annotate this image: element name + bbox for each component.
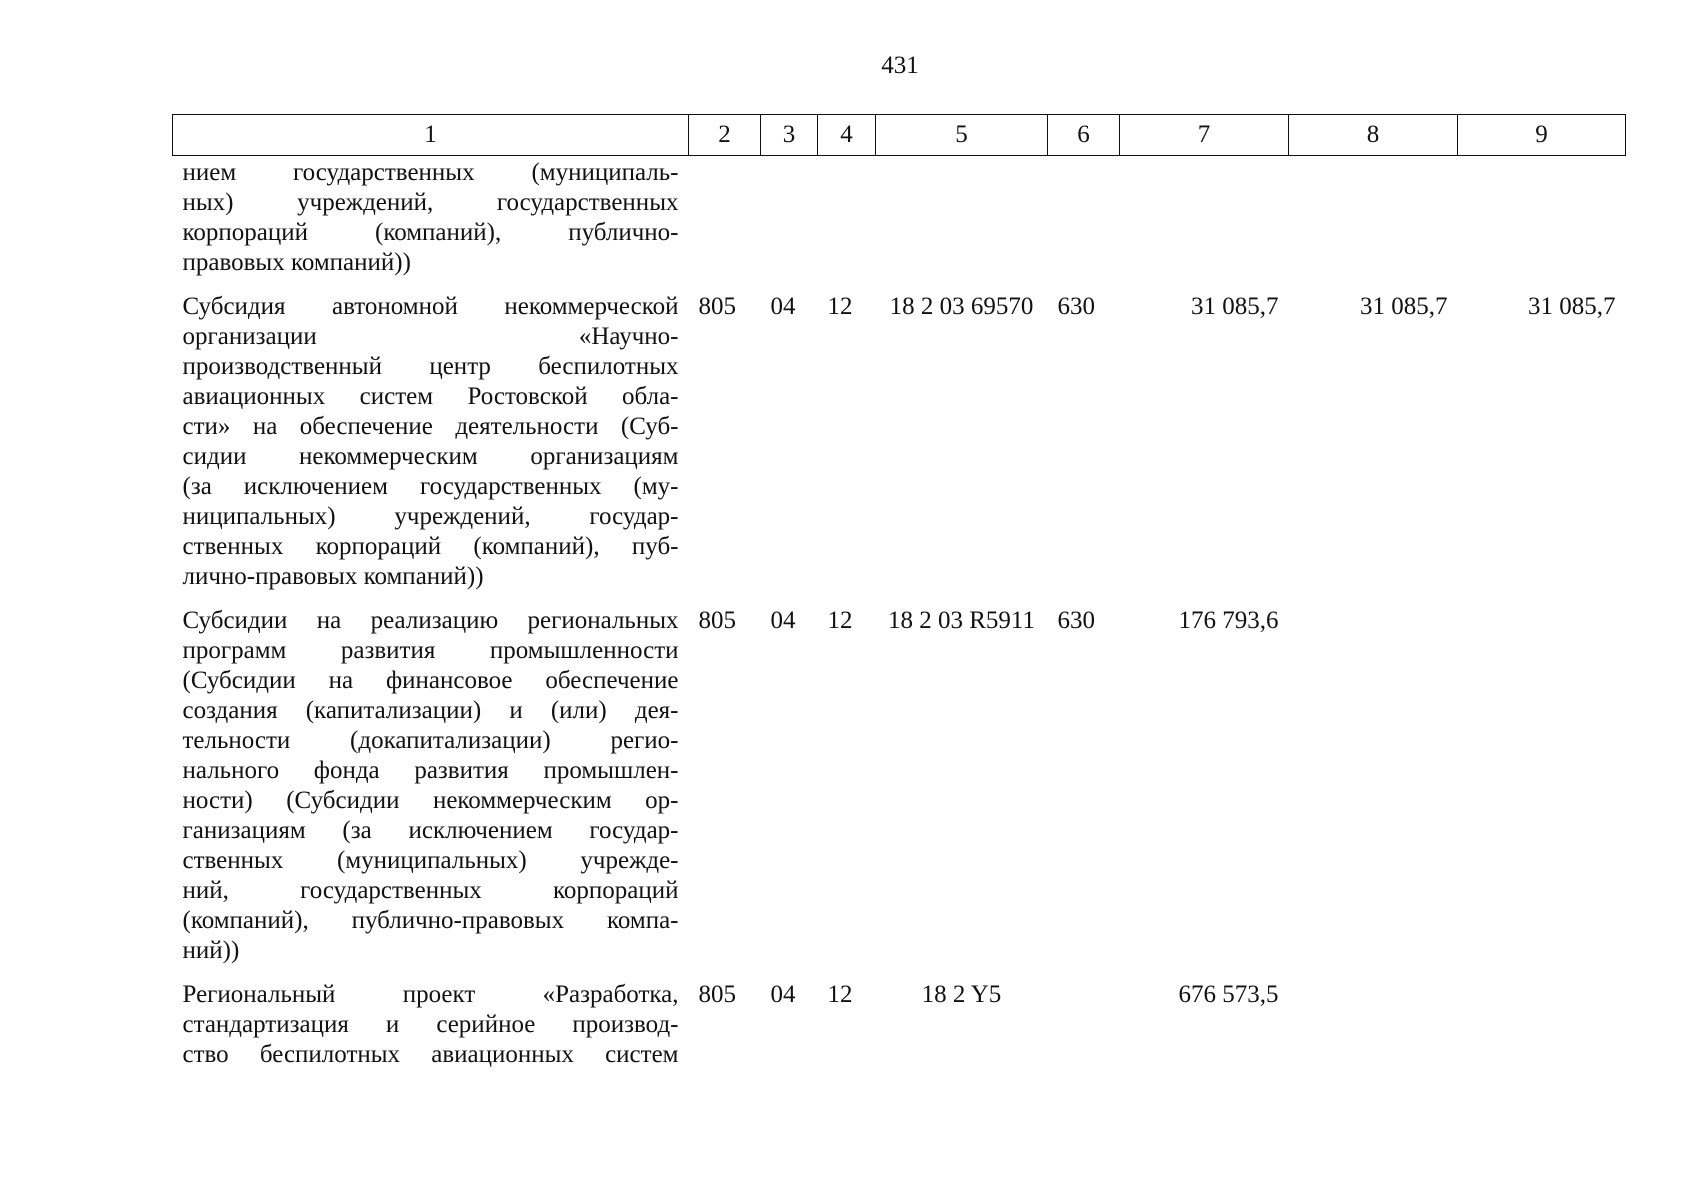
description-line: ственных корпораций (компаний), пуб- [182, 533, 679, 560]
description-line: стандартизация и серийное производ- [182, 1011, 679, 1038]
description-line: (Субсидии на финансовое обеспечение [182, 667, 679, 694]
description-line: авиационных систем Ростовской обла- [182, 383, 679, 410]
description-line: Субсидии на реализацию региональных [182, 607, 679, 634]
row-description [173, 288, 689, 602]
description-line: правовых компаний)) [182, 249, 411, 276]
cell-ministry-code: 805 [698, 981, 736, 1008]
cell-section-code [761, 156, 818, 289]
cell-target-article: 18 2 03 R5911 [888, 607, 1035, 634]
cell-amount-9 [1458, 602, 1626, 976]
cell-expense-type: 630 [1057, 293, 1095, 320]
table-row [173, 156, 1626, 289]
description-line: программ развития промышленности [182, 637, 679, 664]
cell-amount-7: 676 573,5 [1178, 981, 1279, 1008]
cell-expense-type: 630 [1057, 607, 1095, 634]
row-description [173, 976, 689, 1080]
cell-expense-type [1048, 156, 1120, 289]
description-line: лично-правовых компаний)) [182, 563, 484, 590]
description-line: корпораций (компаний), публично- [182, 219, 679, 246]
description-line: создания (капитализации) и (или) дея- [182, 697, 679, 724]
description-line: ниципальных) учреждений, государ- [182, 503, 679, 530]
table-row [173, 602, 1626, 976]
table-row [173, 288, 1626, 602]
row-description [173, 156, 689, 289]
table-header [173, 115, 1626, 156]
description-line: (компаний), публично-правовых компа- [182, 907, 679, 934]
header-col-8: 8 [1289, 115, 1458, 156]
cell-amount-8 [1289, 976, 1458, 1080]
header-col-3: 3 [761, 115, 818, 156]
description-line: тельности (докапитализации) регио- [182, 727, 679, 754]
description-line: сти» на обеспечение деятельности (Суб- [182, 413, 679, 440]
cell-target-article [876, 156, 1048, 289]
cell-amount-9 [1458, 156, 1626, 289]
description-line: Субсидия автономной некоммерческой [182, 293, 679, 320]
header-col-6: 6 [1048, 115, 1120, 156]
cell-target-article: 18 2 Y5 [921, 981, 1002, 1008]
cell-subsection-code: 12 [827, 981, 853, 1008]
cell-amount-8 [1289, 156, 1458, 289]
cell-amount-7: 176 793,6 [1178, 607, 1279, 634]
table-row [173, 976, 1626, 1080]
cell-amount-8 [1289, 602, 1458, 976]
header-row [173, 115, 1626, 156]
header-col-4: 4 [818, 115, 876, 156]
header-col-9: 9 [1458, 115, 1626, 156]
cell-section-code: 04 [770, 293, 796, 320]
cell-amount-7: 31 085,7 [1191, 293, 1279, 320]
cell-ministry-code: 805 [698, 607, 736, 634]
header-col-2: 2 [689, 115, 761, 156]
budget-table [172, 114, 1626, 1080]
description-line: ство беспилотных авиационных систем [182, 1041, 679, 1068]
description-line: ний, государственных корпораций [182, 877, 679, 904]
header-col-7: 7 [1120, 115, 1289, 156]
cell-amount-8: 31 085,7 [1360, 293, 1448, 320]
cell-section-code: 04 [770, 607, 796, 634]
description-line: сидии некоммерческим организациям [182, 443, 679, 470]
description-line: ганизациям (за исключением государ- [182, 817, 679, 844]
cell-subsection-code: 12 [827, 607, 853, 634]
cell-target-article: 18 2 03 69570 [889, 293, 1034, 320]
table-body [173, 156, 1626, 1081]
cell-section-code: 04 [770, 981, 796, 1008]
page-number: 431 [881, 52, 919, 79]
header-col-1: 1 [173, 115, 689, 156]
description-line: организации «Научно- [182, 323, 679, 350]
cell-subsection-code: 12 [827, 293, 853, 320]
description-line: нием государственных (муниципаль- [182, 159, 679, 186]
cell-amount-7 [1120, 156, 1289, 289]
cell-subsection-code [818, 156, 876, 289]
cell-amount-9: 31 085,7 [1528, 293, 1616, 320]
cell-amount-9 [1458, 976, 1626, 1080]
description-line: Региональный проект «Разработка, [182, 981, 679, 1008]
cell-ministry-code: 805 [698, 293, 736, 320]
row-description [173, 602, 689, 976]
description-line: производственный центр беспилотных [182, 353, 679, 380]
header-col-5: 5 [876, 115, 1048, 156]
description-line: ний)) [182, 937, 240, 964]
cell-ministry-code [689, 156, 761, 289]
description-line: ности) (Субсидии некоммерческим ор- [182, 787, 679, 814]
cell-expense-type [1048, 976, 1120, 1080]
description-line: ственных (муниципальных) учрежде- [182, 847, 679, 874]
description-line: ных) учреждений, государственных [182, 189, 679, 216]
description-line: (за исключением государственных (му- [182, 473, 679, 500]
description-line: нального фонда развития промышлен- [182, 757, 679, 784]
